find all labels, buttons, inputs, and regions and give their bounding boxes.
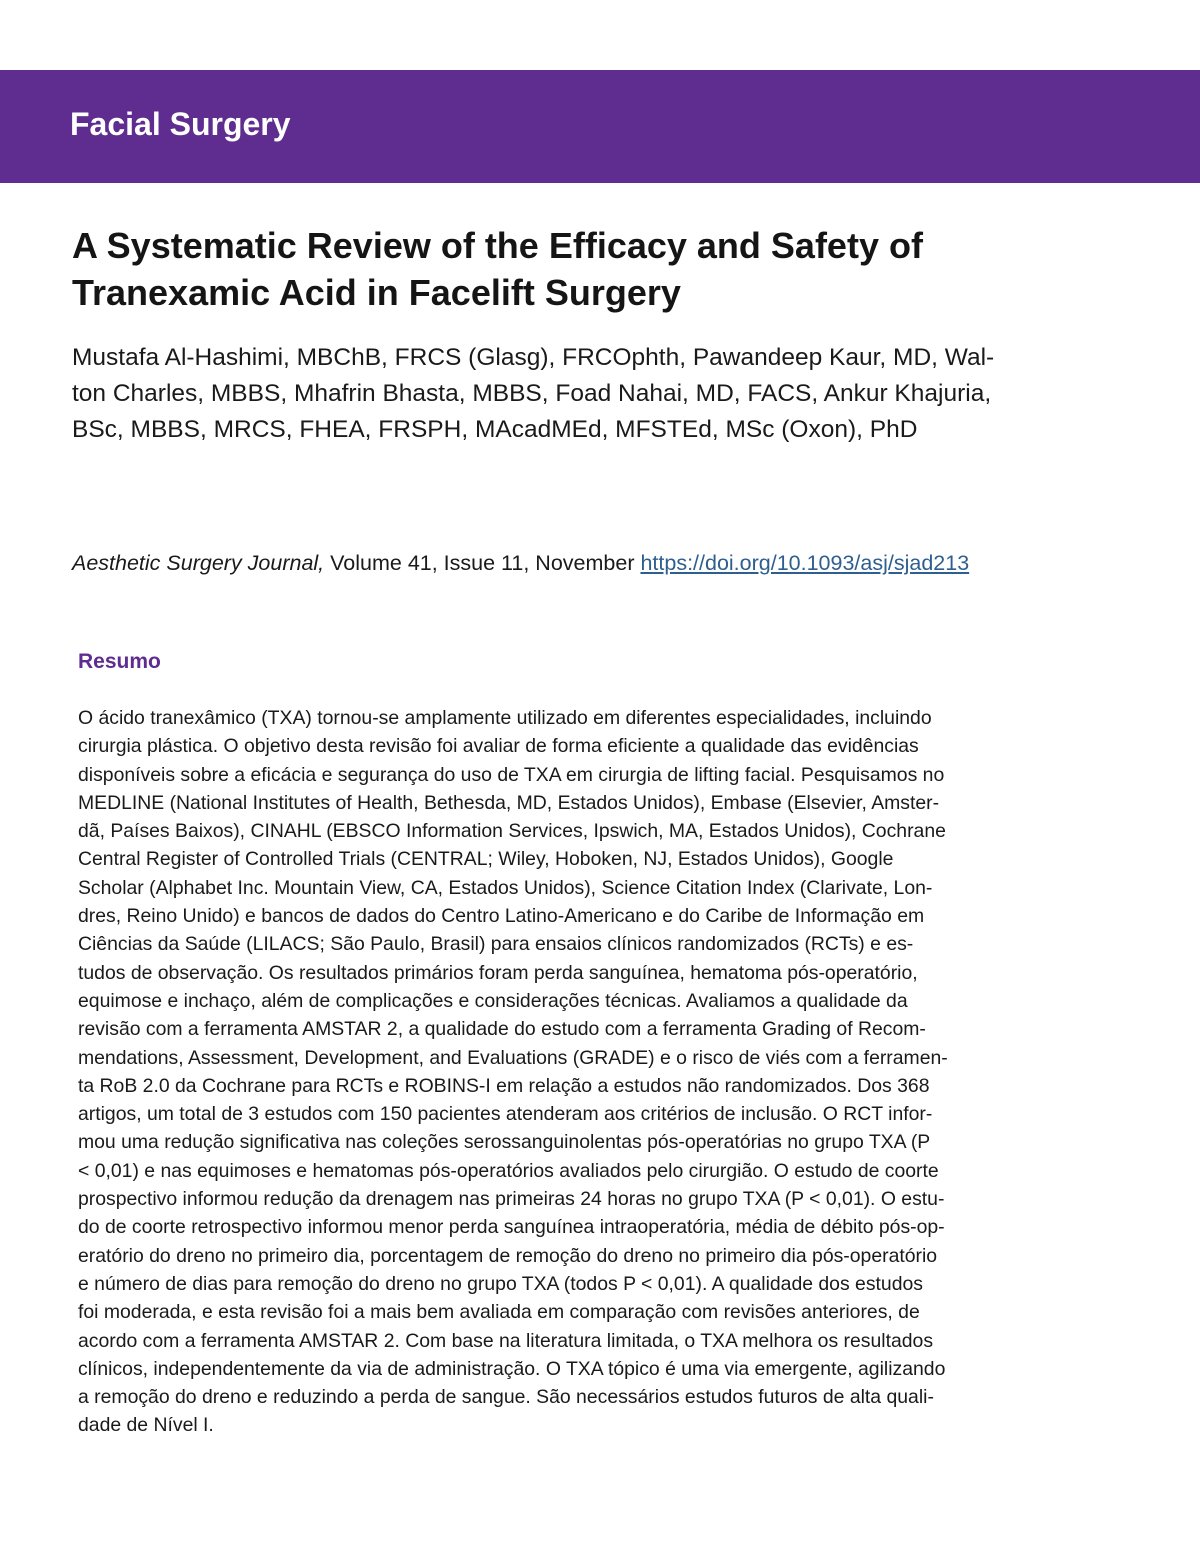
abstract-line: mendations, Assessment, Development, and Evaluations (GRADE) e o risco de viés com a ferramen-	[78, 1046, 948, 1069]
abstract-line: revisão com a ferramenta AMSTAR 2, a qualidade do estudo com a ferramenta Grading of Recom-	[78, 1018, 926, 1041]
abstract-line: dade de Nível I.	[78, 1414, 214, 1437]
abstract-line: do de coorte retrospectivo informou menor perda sanguínea intraoperatória, média de débito pós-op-	[78, 1216, 945, 1239]
author-line: BSc, MBBS, MRCS, FHEA, FRSPH, MAcadMEd, MFSTEd, MSc (Oxon), PhD	[72, 416, 918, 443]
abstract-line: dã, Países Baixos), CINAHL (EBSCO Information Services, Ipswich, MA, Estados Unidos), Cochrane	[78, 820, 946, 843]
abstract-line: mou uma redução significativa nas coleções serossanguinolentas pós-operatórias no grupo TXA (P	[78, 1131, 931, 1154]
author-list	[72, 340, 1142, 448]
abstract-line: prospectivo informou redução da drenagem nas primeiras 24 horas no grupo TXA (P < 0,01). O estu-	[78, 1188, 945, 1211]
abstract-line: disponíveis sobre a eficácia e segurança do uso de TXA em cirurgia de lifting facial. Pesquisamos no	[78, 763, 945, 786]
abstract-line: < 0,01) e nas equimoses e hematomas pós-operatórios avaliados pelo cirurgião. O estudo de coorte	[78, 1159, 939, 1182]
abstract-line: acordo com a ferramenta AMSTAR 2. Com base na literatura limitada, o TXA melhora os resultados	[78, 1329, 934, 1352]
abstract-heading: Resumo	[78, 650, 161, 673]
citation	[72, 548, 1162, 578]
abstract-line: Central Register of Controlled Trials (CENTRAL; Wiley, Hoboken, NJ, Estados Unidos), Google	[78, 848, 894, 871]
abstract-line: clínicos, independentemente da via de administração. O TXA tópico é uma via emergente, agilizando	[78, 1357, 946, 1380]
abstract-line: MEDLINE (National Institutes of Health, Bethesda, MD, Estados Unidos), Embase (Elsevier, Amster-	[78, 791, 940, 814]
citation-details: Volume 41, Issue 11, November	[324, 551, 641, 575]
abstract-line: Scholar (Alphabet Inc. Mountain View, CA, Estados Unidos), Science Citation Index (Clarivate, Lon-	[78, 876, 933, 899]
author-line: Mustafa Al-Hashimi, MBChB, FRCS (Glasg), FRCOphth, Pawandeep Kaur, MD, Wal-	[72, 344, 995, 371]
abstract-line: foi moderada, e esta revisão foi a mais bem avaliada em comparação com revisões anteriores, de	[78, 1301, 920, 1324]
journal-name: Aesthetic Surgery Journal,	[72, 551, 325, 575]
abstract-line: tudos de observação. Os resultados primários foram perda sanguínea, hematoma pós-operatório,	[78, 961, 918, 984]
abstract-line: artigos, um total de 3 estudos com 150 pacientes atenderam aos critérios de inclusão. O RCT infor-	[78, 1103, 933, 1126]
abstract-line: Ciências da Saúde (LILACS; São Paulo, Brasil) para ensaios clínicos randomizados (RCTs) e es-	[78, 933, 914, 956]
abstract-line: dres, Reino Unido) e bancos de dados do Centro Latino-Americano e do Caribe de Informação em	[78, 905, 925, 928]
title-line: Tranexamic Acid in Facelift Surgery	[72, 272, 681, 313]
paper-title	[72, 222, 1132, 316]
abstract-line: cirurgia plástica. O objetivo desta revisão foi avaliar de forma eficiente a qualidade das evidências	[78, 735, 919, 758]
abstract-line: ta RoB 2.0 da Cochrane para RCTs e ROBINS-I em relação a estudos não randomizados. Dos 368	[78, 1074, 930, 1097]
abstract-line: O ácido tranexâmico (TXA) tornou-se amplamente utilizado em diferentes especialidades, incluindo	[78, 707, 932, 729]
abstract-line: e número de dias para remoção do dreno no grupo TXA (todos P < 0,01). A qualidade dos estudos	[78, 1272, 923, 1295]
abstract-body	[78, 704, 1153, 1440]
title-line: A Systematic Review of the Efficacy and Safety of	[72, 225, 923, 266]
section-label: Facial Surgery	[70, 106, 291, 142]
abstract-line: equimose e inchaço, além de complicações e considerações técnicas. Avaliamos a qualidade da	[78, 989, 908, 1012]
abstract-line: a remoção do dreno e reduzindo a perda de sangue. São necessários estudos futuros de alta quali-	[78, 1386, 934, 1409]
author-line: ton Charles, MBBS, Mhafrin Bhasta, MBBS, Foad Nahai, MD, FACS, Ankur Khajuria,	[72, 380, 992, 407]
abstract-line: eratório do dreno no primeiro dia, porcentagem de remoção do dreno no primeiro dia pós-operatório	[78, 1244, 938, 1267]
doi-link[interactable]: https://doi.org/10.1093/asj/sjad213	[640, 551, 970, 575]
